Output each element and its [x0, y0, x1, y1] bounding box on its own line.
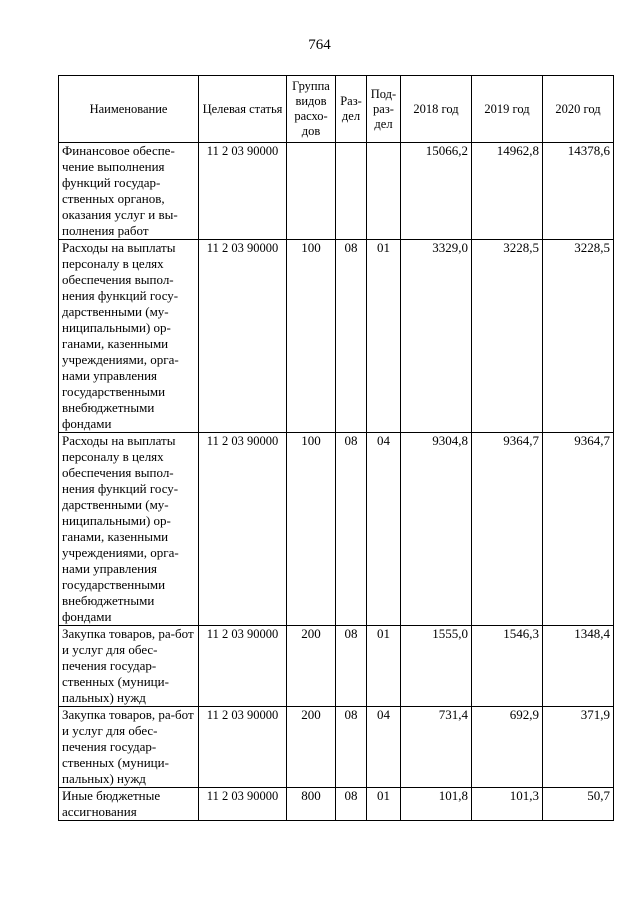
- cell-group: 800: [287, 788, 336, 821]
- cell-name: Закупка товаров, ра-бот и услуг для обес-печения государ-ственных (муници-пальных) нужд: [59, 707, 199, 788]
- cell-2020: 3228,5: [543, 240, 614, 433]
- header-section: Раз-дел: [336, 76, 367, 143]
- table-row: [59, 707, 614, 788]
- cell-name: Расходы на выплаты персоналу в целях обеспечения выпол-нения функций госу-дарственными (му-ниципальными) ор-ганами, казенными учреждениями, орга-нами управления государственными внебюджетными фондами: [59, 240, 199, 433]
- cell-section: 08: [336, 788, 367, 821]
- cell-group: [287, 143, 336, 240]
- cell-subsection: 04: [367, 707, 401, 788]
- cell-subsection: 01: [367, 240, 401, 433]
- cell-subsection: 01: [367, 626, 401, 707]
- page-number: 764: [308, 37, 331, 53]
- header-row: [59, 76, 614, 143]
- cell-2019: 9364,7: [472, 433, 543, 626]
- cell-section: [336, 143, 367, 240]
- cell-2019: 14962,8: [472, 143, 543, 240]
- cell-2018: 3329,0: [401, 240, 472, 433]
- cell-subsection: 01: [367, 788, 401, 821]
- cell-2018: 1555,0: [401, 626, 472, 707]
- cell-2019: 101,3: [472, 788, 543, 821]
- cell-2020: 9364,7: [543, 433, 614, 626]
- cell-2018: 9304,8: [401, 433, 472, 626]
- cell-section: 08: [336, 626, 367, 707]
- table-row: [59, 240, 614, 433]
- cell-article: 11 2 03 90000: [199, 240, 287, 433]
- cell-name: Финансовое обеспе-чение выполнения функций государ-ственных органов, оказания услуг и вы-полнения работ: [59, 143, 199, 240]
- cell-article: 11 2 03 90000: [199, 626, 287, 707]
- cell-2020: 371,9: [543, 707, 614, 788]
- cell-group: 200: [287, 707, 336, 788]
- table-row: [59, 143, 614, 240]
- cell-2019: 1546,3: [472, 626, 543, 707]
- cell-section: 08: [336, 707, 367, 788]
- cell-2018: 101,8: [401, 788, 472, 821]
- table-row: [59, 788, 614, 821]
- cell-subsection: [367, 143, 401, 240]
- cell-article: 11 2 03 90000: [199, 143, 287, 240]
- cell-2020: 1348,4: [543, 626, 614, 707]
- header-article: Целевая статья: [199, 76, 287, 143]
- cell-2019: 3228,5: [472, 240, 543, 433]
- table-row: [59, 433, 614, 626]
- cell-group: 100: [287, 240, 336, 433]
- header-subsection: Под-раз-дел: [367, 76, 401, 143]
- cell-section: 08: [336, 240, 367, 433]
- cell-name: Закупка товаров, ра-бот и услуг для обес-печения государ-ственных (муници-пальных) нужд: [59, 626, 199, 707]
- cell-group: 100: [287, 433, 336, 626]
- cell-2020: 50,7: [543, 788, 614, 821]
- cell-article: 11 2 03 90000: [199, 433, 287, 626]
- cell-section: 08: [336, 433, 367, 626]
- header-2019: 2019 год: [472, 76, 543, 143]
- header-name: Наименование: [59, 76, 199, 143]
- table-row: [59, 626, 614, 707]
- header-group: Группа видов расхо-дов: [287, 76, 336, 143]
- cell-name: Расходы на выплаты персоналу в целях обеспечения выпол-нения функций госу-дарственными (му-ниципальными) ор-ганами, казенными учреждениями, орга-нами управления государственными внебюджетными фондами: [59, 433, 199, 626]
- cell-2018: 731,4: [401, 707, 472, 788]
- cell-name: Иные бюджетные ассигнования: [59, 788, 199, 821]
- cell-article: 11 2 03 90000: [199, 707, 287, 788]
- header-2018: 2018 год: [401, 76, 472, 143]
- cell-2019: 692,9: [472, 707, 543, 788]
- cell-2018: 15066,2: [401, 143, 472, 240]
- cell-2020: 14378,6: [543, 143, 614, 240]
- cell-group: 200: [287, 626, 336, 707]
- cell-subsection: 04: [367, 433, 401, 626]
- header-2020: 2020 год: [543, 76, 614, 143]
- cell-article: 11 2 03 90000: [199, 788, 287, 821]
- budget-table: [58, 75, 614, 821]
